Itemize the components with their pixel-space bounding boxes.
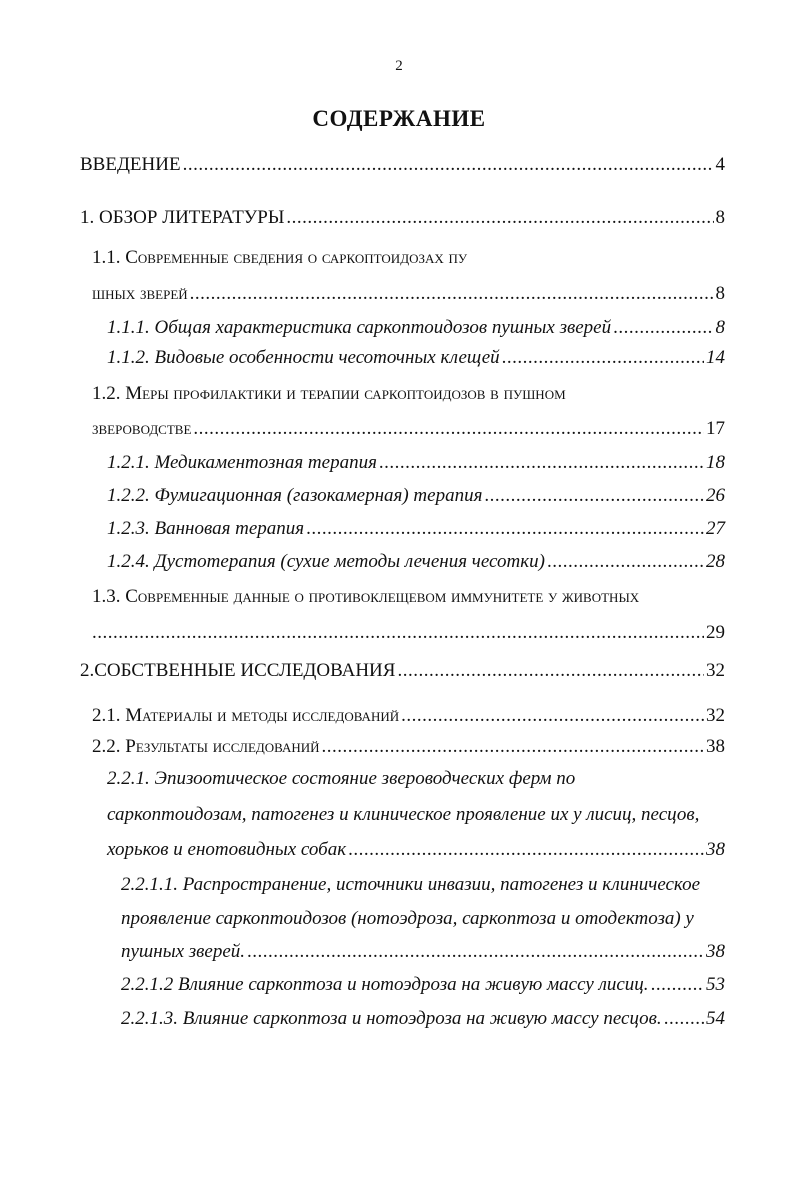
toc-entry-2-1[interactable] [92,703,725,729]
toc-entry-page: 53 [706,974,725,995]
toc-entry-page: 32 [706,705,725,726]
toc-leader-dots [348,837,704,863]
toc-entry-1-1-2[interactable] [107,345,725,371]
toc-entry-1-1-continued[interactable] [92,281,725,307]
toc-entry-text-continued: шных зверей [92,283,188,304]
toc-entry-text: 2.1. Материалы и методы исследований [92,705,400,726]
toc-leader-dots [183,152,714,178]
toc-entry-2-2-1-3[interactable] [121,1006,725,1032]
toc-leader-dots [401,703,704,729]
toc-title: СОДЕРЖАНИЕ [312,106,486,131]
toc-leader-dots [193,416,704,442]
toc-entry-page: 17 [706,418,725,439]
toc-entry-1-1[interactable] [92,245,725,271]
toc-entry-page: 18 [706,452,725,473]
toc-leader-dots [547,549,704,575]
toc-leader-dots [613,315,713,341]
toc-entry-page: 27 [706,518,725,539]
toc-entry-text-continued: хорьков и енотовидных собак [107,839,347,860]
toc-entry-text: 1.2.3. Ванновая терапия [107,518,305,539]
toc-leader-dots [92,620,704,646]
toc-entry-text: 1. ОБЗОР ЛИТЕРАТУРЫ [80,207,285,228]
toc-entry-2-2-1-continued-2[interactable] [107,837,725,863]
toc-entry-2-2-1-continued-1[interactable] [107,802,725,828]
toc-entry-1-2-2[interactable] [107,483,725,509]
toc-entry-text: 2.СОБСТВЕННЫЕ ИССЛЕДОВАНИЯ [80,660,396,681]
toc-leader-dots [651,972,704,998]
toc-entry-page: 8 [715,207,725,228]
toc-leader-dots [664,1006,704,1032]
toc-leader-dots [190,281,714,307]
toc-leader-dots [379,450,704,476]
toc-entry-page: 8 [715,283,725,304]
toc-entry-text: 2.2.1.3. Влияние саркоптоза и нотоэдроза на живую массу песцов. [121,1008,662,1029]
toc-entry-page: 8 [715,317,725,338]
toc-entry-page: 28 [706,551,725,572]
toc-entry-text: 1.2. Меры профилактики и терапии саркоптоидозов в пушном [92,383,566,404]
toc-entry-page: 38 [706,839,725,860]
toc-leader-dots [286,205,713,231]
toc-entry-1-2[interactable] [92,381,725,407]
toc-leader-dots [247,939,704,965]
toc-entry-text: 1.1.1. Общая характеристика саркоптоидозов пушных зверей [107,317,612,338]
toc-entry-1-2-4[interactable] [107,549,725,575]
toc-entry-page: 14 [706,347,725,368]
toc-entry-2-2-1-1-continued-1[interactable] [121,906,725,932]
toc-entry-text-continued: саркоптоидозам, патогенез и клиническое проявление их у лисиц, песцов, [107,804,700,825]
toc-entry-2-2[interactable] [92,734,725,760]
toc-entry-2-2-1-1[interactable] [121,872,725,898]
toc-entry-page: 54 [706,1008,725,1029]
page-number: 2 [395,58,403,74]
toc-entry-page: 26 [706,485,725,506]
toc-entry-text-continued: пушных зверей. [121,941,246,962]
toc-leader-dots [397,658,704,684]
toc-entry-1-2-continued[interactable] [92,416,725,442]
toc-entry-1-3[interactable] [92,584,725,610]
toc-entry-1-1-1[interactable] [107,315,725,341]
toc-entry-1-3-continued[interactable] [92,620,725,646]
toc-entry-1-2-3[interactable] [107,516,725,542]
toc-entry-text: 2.2.1. Эпизоотическое состояние звероводческих ферм по [107,768,576,789]
toc-entry-page: 29 [706,622,725,643]
toc-leader-dots [502,345,704,371]
toc-entry-text: ВВЕДЕНИЕ [80,154,181,175]
toc-leader-dots [322,734,704,760]
toc-entry-2-2-1-1-continued-2[interactable] [121,939,725,965]
toc-leader-dots [306,516,704,542]
toc-entry-text-continued: проявление саркоптоидозов (нотоэдроза, саркоптоза и отодектоза) у [121,908,694,929]
toc-leader-dots [484,483,704,509]
toc-entry-text: 2.2. Результаты исследований [92,736,320,757]
toc-entry-text: 1.1.2. Видовые особенности чесоточных клещей [107,347,500,368]
toc-entry-text: 1.2.1. Медикаментозная терапия [107,452,377,473]
toc-entry-text: 1.1. Современные сведения о саркоптоидозах пу [92,247,468,268]
toc-entry-text: 2.2.1.2 Влияние саркоптоза и нотоэдроза на живую массу лисиц. [121,974,649,995]
toc-entry-text: 1.2.2. Фумигационная (газокамерная) терапия [107,485,483,506]
toc-entry-page: 32 [706,660,725,681]
toc-entry-text: 2.2.1.1. Распространение, источники инвазии, патогенез и клиническое [121,874,701,895]
toc-entry-text-continued: звероводстве [92,418,192,439]
toc-entry-2-2-1-2[interactable] [121,972,725,998]
toc-entry-own-research[interactable] [80,658,725,684]
toc-entry-page: 38 [706,736,725,757]
toc-entry-literature-review[interactable] [80,205,725,231]
toc-entry-1-2-1[interactable] [107,450,725,476]
toc-entry-introduction[interactable] [80,152,725,178]
toc-entry-text: 1.3. Современные данные о противоклещевом иммунитете у животных [92,586,640,607]
toc-entry-page: 38 [706,941,725,962]
toc-entry-text: 1.2.4. Дустотерапия (сухие методы лечения чесотки) [107,551,545,572]
toc-entry-2-2-1[interactable] [107,766,725,792]
toc-entry-page: 4 [715,154,725,175]
